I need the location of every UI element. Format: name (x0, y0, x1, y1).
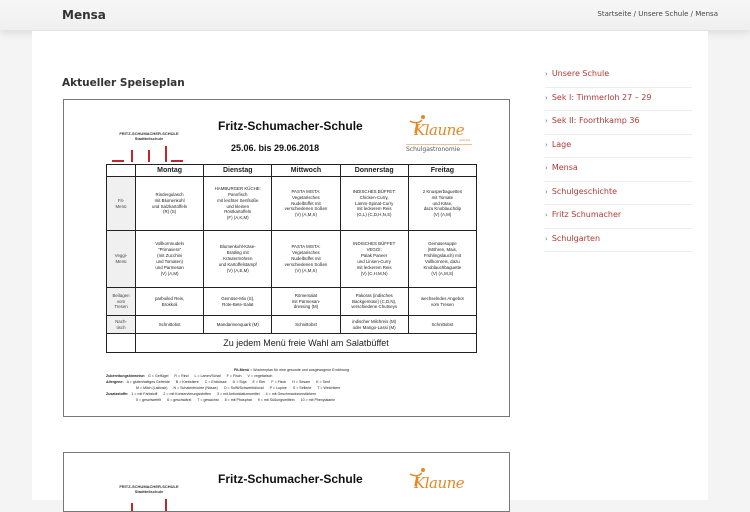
legend-entry: G = Geflügel (148, 373, 169, 378)
menu-cell: Schnittobst (136, 316, 204, 334)
chevron-right-icon: › (545, 70, 548, 78)
sidebar-item-sek1[interactable] (545, 88, 692, 112)
sidebar-item-label: Schulgeschichte (551, 186, 618, 196)
legend-entry: N = Schalenfrüchte (Nüsse) (173, 385, 218, 390)
menu-cell: Gemüse-Mix (S), Rote-Bete-Salat (204, 288, 272, 316)
legend-label: Zubereitungshinweise: (106, 373, 146, 378)
school-logo: FRITZ-SCHUMACHER-SCHULE Stadtteilschule (104, 131, 194, 162)
chevron-right-icon: › (545, 140, 548, 149)
sidebar-item-fritz-schumacher[interactable] (545, 205, 692, 229)
legend-entry: 7 = gewachst (197, 397, 219, 402)
legend-entry: T = Weichtiere (317, 385, 341, 390)
sidebar-item-schulgeschichte[interactable] (545, 182, 692, 206)
menu-cell: Pakoras (indisches Backgemüse) (C,D,N), verschiedene Chutneys (340, 288, 408, 316)
salad-note: Zu jedem Menü freie Wahl am Salatbüffet (136, 334, 477, 353)
legend-entry: B = Krebstiere (175, 379, 199, 384)
school-title: Fritz-Schumacher-Schule (218, 119, 363, 133)
table-row (107, 288, 477, 316)
legend-entry: H = Sesam (292, 379, 311, 384)
menu-cell: Römersalat mit Parmesan- dressing (M) (272, 288, 340, 316)
empty-cell (107, 334, 136, 353)
menu-cell: parboiled Reis, Brokkoli (136, 288, 204, 316)
date-range: 25.06. bis 29.06.2018 (231, 143, 320, 153)
main-content (32, 31, 708, 500)
menu-cell: Schnittobst (408, 316, 476, 334)
legend-entry: A = glutenhaltiges Getreide (126, 379, 170, 384)
menu-cell: Mandarinenquark (M) (204, 316, 272, 334)
chevron-right-icon: › (545, 117, 548, 125)
sidebar-item-label: Fritz Schumacher (551, 210, 622, 219)
breadcrumb-separator: / (688, 10, 696, 18)
legend-entry: F = Fisch (226, 373, 242, 378)
legend-entry: F = Fisch (271, 379, 287, 384)
legend-label: Allergene: (106, 379, 124, 384)
brand-logo: Klaune gGmbH Schulgastronomie (404, 114, 472, 160)
sidebar-item-sek2[interactable] (545, 111, 692, 135)
table-row (107, 316, 477, 334)
sidebar-item-label: Unsere Schule (551, 69, 610, 78)
legend-entry: 9 = mit Süßungsmitteln (257, 397, 295, 402)
menu-cell: HAMBURGER KÜCHE: Pannfisch mit leichter Senfsoße und kleinen Röstkartoffeln (F) (A,K,M) (204, 177, 272, 231)
menu-cell: PASTA MISTA: Vegetarisches Nudelbüffet mit verschiedenen Soßen (V) (A,M,S) (272, 177, 340, 231)
sidebar-item-schulgarten[interactable] (545, 229, 692, 253)
menu-cell: INDISCHES BÜFFET VEGGI: Palak Paneer und Linsen-Curry mit leckerem Reis (V) (C,H,M,N) (340, 231, 408, 288)
table-row (107, 177, 477, 231)
sidebar-item-label: Sek I: Timmerloh 27 – 29 (551, 92, 652, 102)
table-row (107, 231, 477, 288)
menu-cell: Vollkornnudeln "Primavera" (mit Zucchini und Tomaten) und Parmesan (V) (A,M) (136, 231, 204, 288)
legend-entry: 6 = geschwärzt (167, 397, 192, 402)
chevron-right-icon: › (545, 93, 548, 102)
corner-cell (107, 165, 136, 177)
legend-entry: S = Sellerie (292, 385, 312, 390)
breadcrumb-unsere-schule[interactable]: Unsere Schule (638, 10, 689, 18)
chevron-right-icon: › (545, 234, 548, 243)
menu-cell: Schnittobst (272, 316, 340, 334)
legend-entry: K = Senf (316, 379, 331, 384)
school-logo-bars (104, 499, 194, 512)
menu-cell: Gemüsesuppe (Möhren, Mais, Frühlingslauch) mit Vollkornreis, dazu Knoblauchbaguette (V) (A,M,S) (408, 231, 476, 288)
legend-entry: 8 = mit Phosphat (224, 397, 252, 402)
legend-entry: V = vegetarisch (247, 373, 273, 378)
breadcrumb-separator: / (631, 10, 639, 18)
legend-entry: R = Rind (174, 373, 189, 378)
menu-cell: Blumenkohl-Käse- Bratling mit Kräutermöhren und Kartoffelstampf (V) (A,E,M) (204, 231, 272, 288)
legend-entry: M = Milch (Laktose) (136, 385, 168, 390)
brand-logo: Klaune (404, 467, 472, 512)
day-header: Mittwoch (272, 165, 340, 177)
day-header: Donnerstag (340, 165, 408, 177)
page-header (0, 0, 750, 30)
legend-entry: P = Lupine (269, 385, 287, 390)
sidebar-item-unsere-schule[interactable] (545, 64, 692, 88)
row-label: Nach- tisch (107, 316, 136, 334)
legend-entry: 2 = mit Konservierungsstoffen (163, 391, 211, 396)
table-row (107, 334, 477, 353)
chevron-right-icon: › (545, 211, 548, 219)
legend-entry: L = Lamm/Schaf (194, 373, 221, 378)
sidebar-nav (545, 64, 692, 252)
sidebar-item-label: Mensa (551, 163, 578, 172)
sidebar-item-lage[interactable] (545, 135, 692, 159)
sidebar-item-label: Lage (551, 139, 572, 149)
page-title: Mensa (62, 8, 106, 22)
menu-table (106, 164, 477, 353)
day-header: Freitag (408, 165, 476, 177)
sidebar-item-label: Sek II: Foorthkamp 36 (551, 116, 640, 125)
row-label: Veggi- Menü (107, 231, 136, 288)
legend-entry: O = Sulfit/Schwefeldioxid (223, 385, 264, 390)
menu-cell: PASTA MISTA: Vegetarisches Nudelbüffet mit verschiedenen Soßen (V) (A,M,S) (272, 231, 340, 288)
breadcrumb (597, 10, 718, 18)
legend-entry: 10 = mit Phenylalanin (300, 397, 336, 402)
legend-entry: 4 = mit Geschmacksverstärkern (265, 391, 317, 396)
menu-plan-image[interactable] (63, 99, 510, 417)
menu-cell: Rindergulasch mit Blumenkohl und Salzkartoffeln (R) (S) (136, 177, 204, 231)
breadcrumb-mensa: Mensa (695, 10, 718, 18)
menu-cell: indischer Milchreis (M) oder Mango-Lassi (M) (340, 316, 408, 334)
day-header: Montag (136, 165, 204, 177)
legend-entry: 5 = geschwefelt (136, 397, 162, 402)
chevron-right-icon: › (545, 164, 548, 172)
sidebar-item-label: Schulgarten (551, 233, 601, 243)
row-label: Beilagen vom Tresen (107, 288, 136, 316)
legend-entry: C = Erdnüsse (204, 379, 227, 384)
legend-entry: D = Soja (232, 379, 247, 384)
school-title: Fritz-Schumacher-Schule (218, 472, 363, 486)
school-logo-bars (104, 146, 194, 162)
menu-cell: INDISCHES BÜFFET: Chicken-Curry, Lamm-Spinat-Curry mit leckerem Reis (G,L) (C,D,H,N,S) (340, 177, 408, 231)
chevron-right-icon: › (545, 187, 548, 196)
menu-cell: wechselndes Angebot vom Tresen (408, 288, 476, 316)
legend-entry: 1 = mit Farbstoff (131, 391, 158, 396)
legend-entry: E = Eier (252, 379, 266, 384)
content-title: Aktueller Speiseplan (62, 77, 185, 89)
menu-legend: Fit-Menü = Wochenplan für eine gesunde und ausgewogene Ernährung Zubereitungshinweise: G = Geflügel R = Rind L = Lamm/Schaf F = Fisch V = vegetarisch Allergene: A = glutenhaltiges Getreide B = Krebstiere C = Erdnüsse D = Soja E = Eier F = Fisch H = Sesam K = Senf M = Milch (Laktose) N = Schalenfrüchte (Nüsse) O = Sulfit/Schwefeldioxid P = Lupine S = Sellerie T = Weichtiere Zusatzstoffe: 1 = mit Farbstoff 2 = mit Konservierungsstoffen 3 = mit Antioxidationsmittel 4 = mit Geschmacksverstärkern 5 = geschwefelt 6 = geschwärzt 7 = gewachst 8 = mit Phosphat 9 = mit Süßungsmitteln 10 = mit Phenylalanin (106, 368, 349, 402)
sidebar-item-mensa[interactable] (545, 158, 692, 182)
legend-entry: 3 = mit Antioxidationsmittel (216, 391, 260, 396)
menu-plan-image-2[interactable] (63, 452, 510, 512)
menu-cell: 2 Knusperbaguettes mit Tomate und Käse, dazu Knoblauchdip (V) (A,M) (408, 177, 476, 231)
legend-label: Zusatzstoffe: (106, 391, 129, 396)
row-label: Fit- Menü (107, 177, 136, 231)
day-header: Dienstag (204, 165, 272, 177)
school-logo: FRITZ-SCHUMACHER-SCHULE Stadtteilschule (104, 484, 194, 512)
breadcrumb-startseite[interactable]: Startseite (597, 10, 632, 18)
